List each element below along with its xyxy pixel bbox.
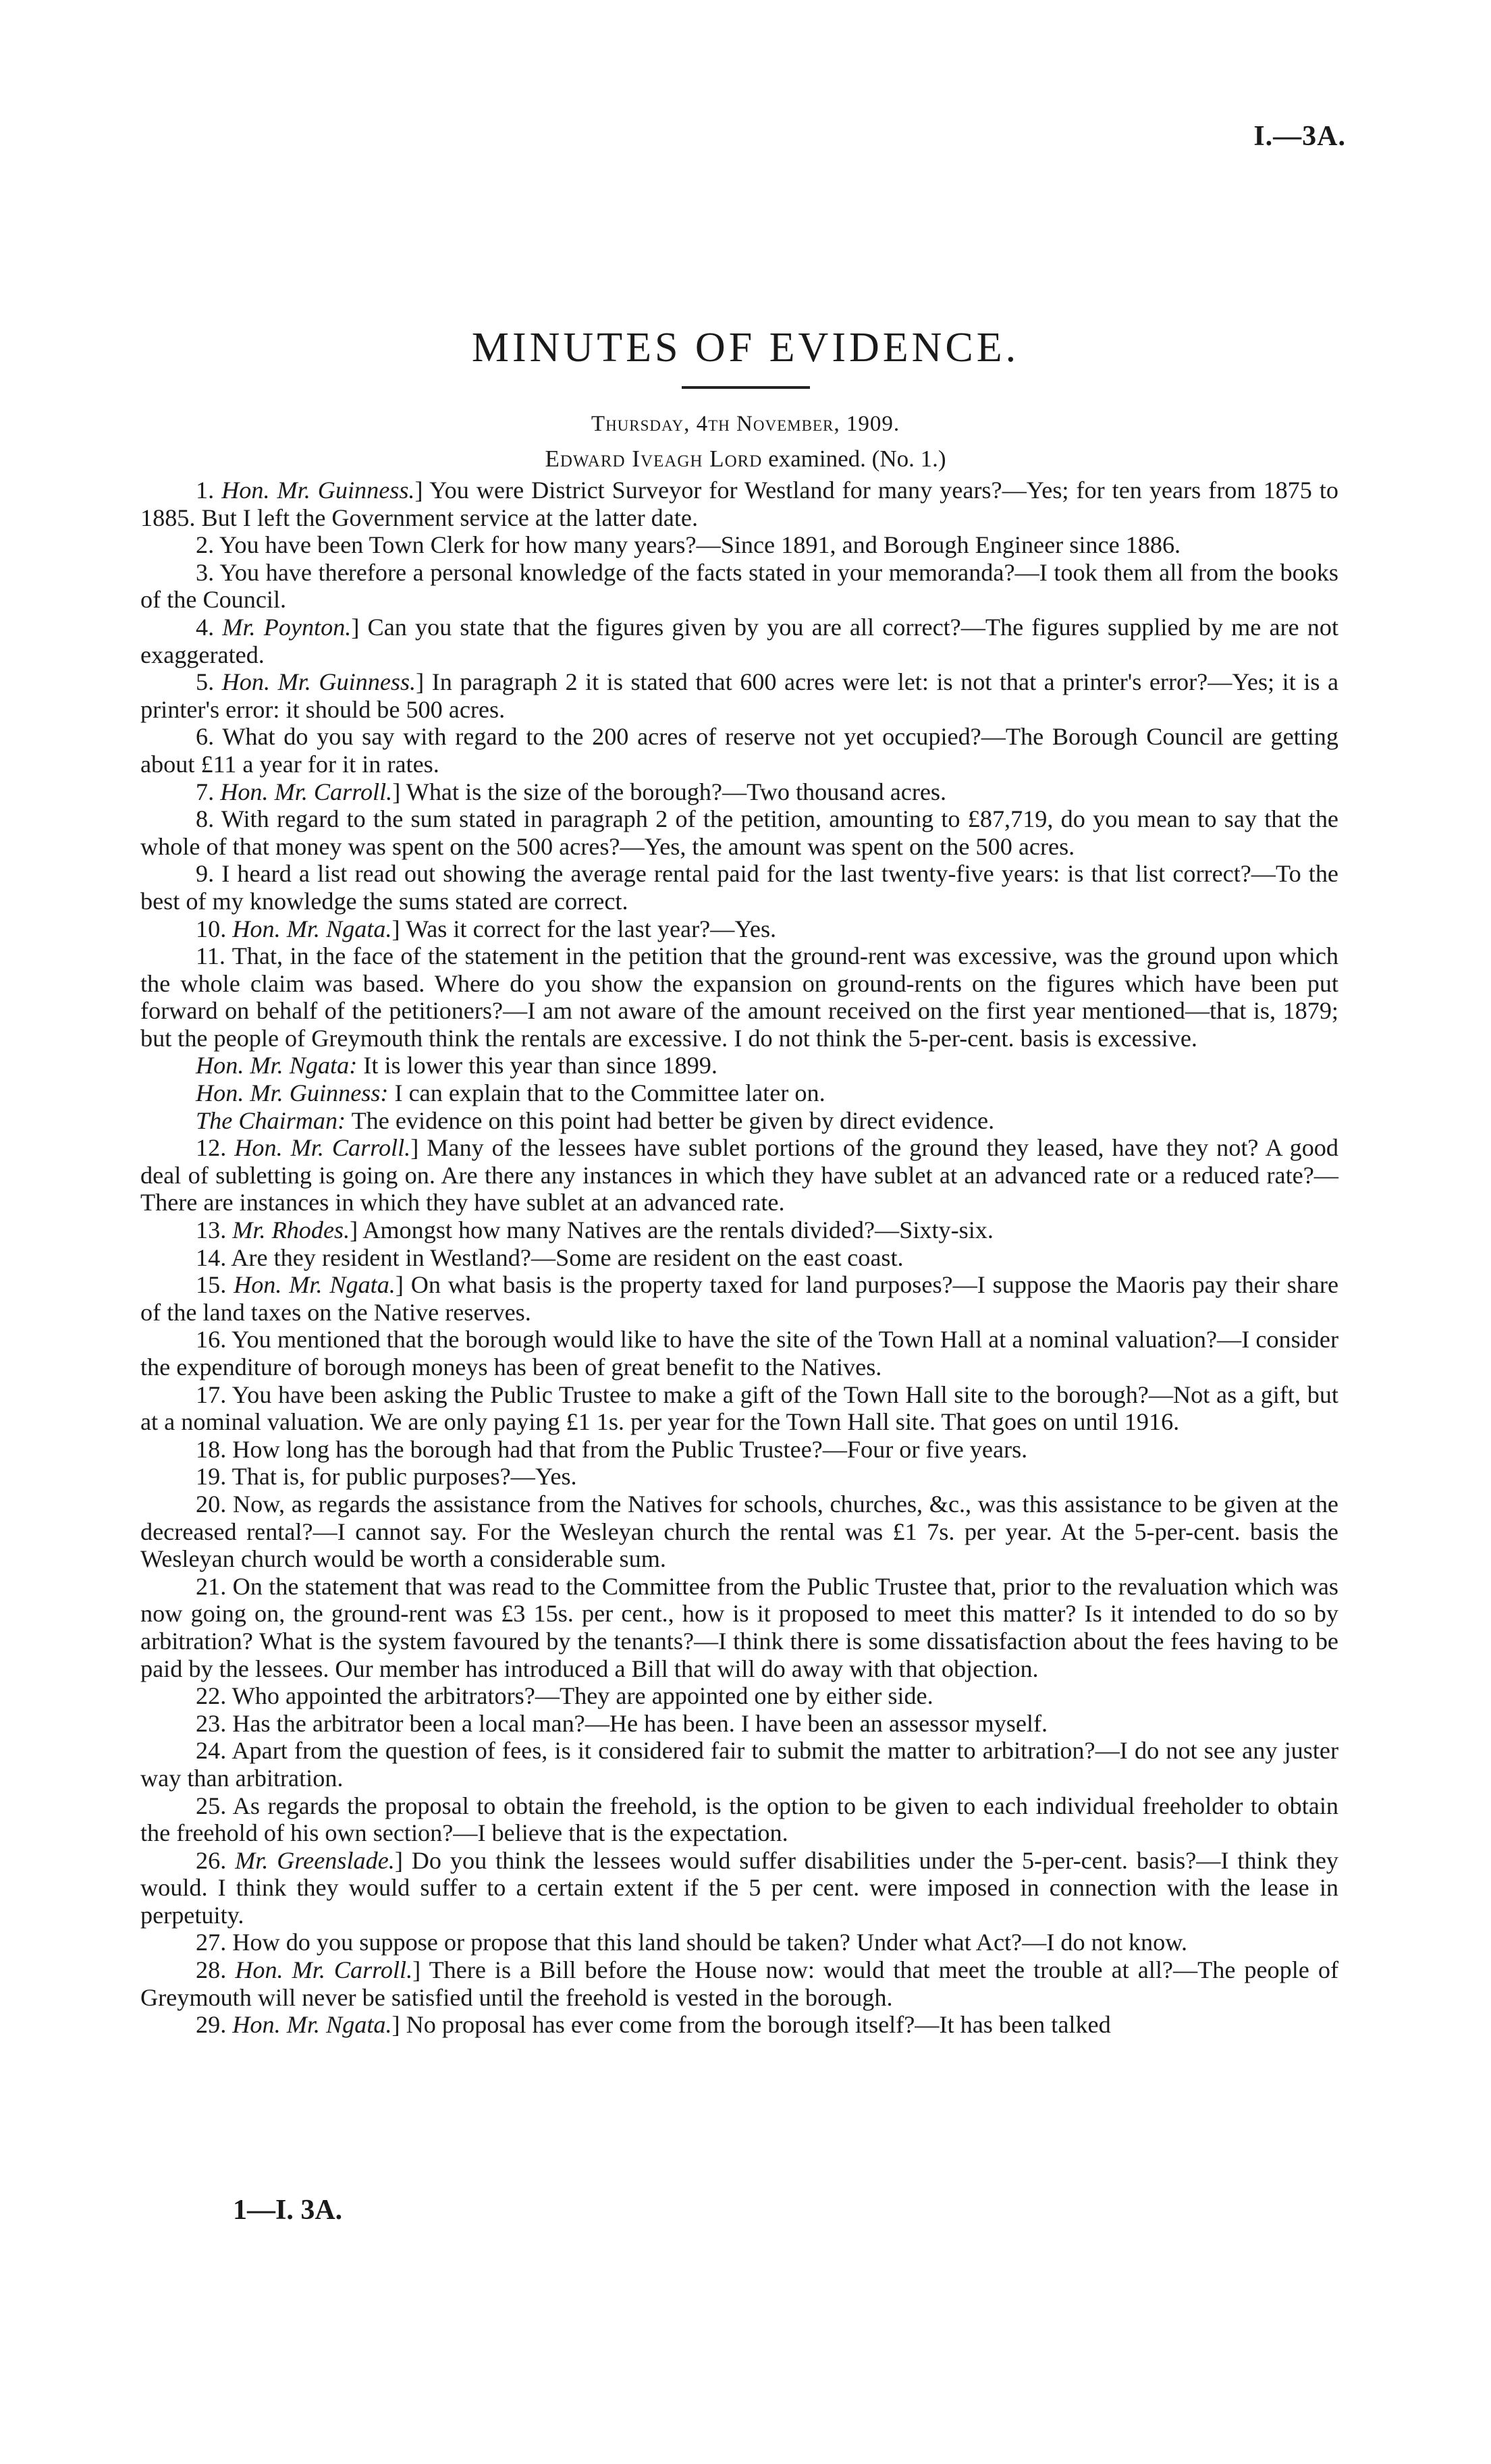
title-divider [682,386,810,389]
paragraph-text: That is, for public purposes?—Yes. [232,1463,577,1491]
evidence-paragraph [140,531,1338,559]
evidence-paragraph [140,1244,1338,1272]
document-title: MINUTES OF EVIDENCE. [471,325,1020,371]
paragraph-text: ] You were District Surveyor for Westland for many years?—Yes; for ten years from 1875 to 1885. But I left the Government service at the latter date. [140,477,1339,531]
paragraph-text: As regards the proposal to obtain the freehold, is the option to be given to each individual freeholder to obtain the freehold of his own section?—I believe that is the expectation. [140,1792,1338,1847]
paragraph-number: 12. [196,1134,235,1162]
witness-name: Edward Iveagh Lord [545,446,763,472]
paragraph-text: ] What is the size of the borough?—Two thousand acres. [392,778,947,805]
paragraph-number: 15. [196,1271,234,1299]
evidence-paragraph [140,1792,1338,1847]
paragraph-text: Are they resident in Westland?—Some are resident on the east coast. [231,1243,904,1271]
paragraph-number: 5. [196,668,222,696]
paragraph-text: Apart from the question of fees, is it considered fair to submit the matter to arbitration?—I do not see any juster way than arbitration. [140,1737,1338,1792]
paragraph-number: 4. [196,613,223,641]
evidence-paragraph [140,860,1338,915]
evidence-paragraph [140,942,1338,1052]
evidence-paragraph [140,1134,1338,1216]
paragraph-number: 19. [196,1463,232,1491]
paragraph-text: Who appointed the arbitrators?—They are appointed one by either side. [232,1682,933,1710]
speaker-name: Hon. Mr. Ngata. [232,915,392,942]
evidence-paragraph [140,614,1338,668]
paragraph-text: What do you say with regard to the 200 acres of reserve not yet occupied?—The Borough Council are getting about £11 a year for it in rates. [140,723,1338,778]
evidence-paragraph [140,1271,1338,1326]
paragraph-text: With regard to the sum stated in paragraph 2 of the petition, amounting to £87,719, do you mean to say that the whole of that money was spent on the 500 acres?—Yes, the amount was spent on the 500 acres. [140,805,1338,860]
speaker-name: Mr. Poynton. [222,613,352,641]
paragraph-text: ] In paragraph 2 it is stated that 600 acres were let: is not that a printer's error?—Yes; it is a printer's error: it should be 500 acres. [140,668,1339,723]
paragraph-number: 2. [196,531,219,559]
evidence-paragraph [140,1463,1338,1491]
paragraph-text: You have therefore a personal knowledge of the facts stated in your memoranda?—I took them all from the books of the Council. [140,558,1338,614]
paragraph-number: 24. [196,1737,232,1765]
page-reference: I.—3A. [1253,121,1346,152]
paragraph-number: 26. [196,1846,236,1874]
evidence-paragraph [140,1573,1338,1682]
evidence-paragraph [140,1847,1338,1929]
paragraph-text: ] Amongst how many Natives are the rentals divided?—Sixty-six. [350,1216,994,1244]
paragraph-number: 22. [196,1682,232,1710]
speaker-name: Hon. Mr. Ngata: [196,1052,358,1079]
evidence-paragraph [140,1107,1338,1135]
paragraph-text: On the statement that was read to the Committee from the Public Trustee that, prior to the revaluation which was now going on, the ground-rent was £3 15s. per cent., how is it proposed to meet this matter? Is it intended to do so by arbitration? What is the system favoured by the tenants?—I think there is some dissatisfaction about the fees having to be paid by the lessees. Our member has introduced a Bill that will do away with that objection. [140,1572,1338,1682]
evidence-paragraph [140,1381,1338,1436]
evidence-paragraph [140,2011,1338,2039]
footer-reference: 1—I. 3A. [233,2195,343,2226]
paragraph-text: It is lower this year than since 1899. [357,1052,717,1079]
date-line: Thursday, 4th November, 1909. [591,412,900,436]
paragraph-text: ] Many of the lessees have sublet portions of the ground they leased, have they not? A good deal of subletting is going on. Are there any instances in which they have sublet at an advanced rate or a reduced rate?—There are instances in which they have sublet at an advanced rate. [140,1134,1338,1216]
paragraph-text: You have been Town Clerk for how many years?—Since 1891, and Borough Engineer since 1886. [219,531,1181,559]
evidence-paragraph [140,1956,1338,2011]
paragraph-text: You mentioned that the borough would like to have the site of the Town Hall at a nominal valuation?—I consider the expenditure of borough moneys has been of great benefit to the Natives. [140,1326,1338,1381]
witness-line [0,446,1491,473]
speaker-name: Hon. Mr. Carroll. [235,1956,413,1984]
paragraph-number: 8. [196,805,221,833]
speaker-name: Hon. Mr. Guinness. [221,668,416,696]
evidence-paragraph [140,1079,1338,1107]
paragraph-text: How do you suppose or propose that this land should be taken? Under what Act?—I do not know. [232,1929,1188,1956]
witness-examined: examined. (No. 1.) [762,446,946,472]
evidence-paragraph [140,559,1338,614]
paragraph-number: 6. [196,723,223,751]
evidence-paragraph [140,477,1338,531]
speaker-name: Hon. Mr. Ngata. [234,1271,396,1299]
paragraph-number: 7. [196,778,221,805]
paragraph-text: ] No proposal has ever come from the borough itself?—It has been talked [391,2011,1111,2039]
paragraph-text: You have been asking the Public Trustee to make a gift of the Town Hall site to the borough?—Not as a gift, but at a nominal valuation. We are only paying £1 1s. per year for the Town Hall site. That goes on until 1916. [140,1381,1338,1436]
paragraph-number: 25. [196,1792,233,1819]
paragraph-number: 9. [196,860,222,888]
paragraph-text: I can explain that to the Committee later on. [388,1079,825,1107]
speaker-name: Hon. Mr. Guinness. [221,477,415,504]
paragraph-number: 21. [196,1572,233,1600]
paragraph-number: 27. [196,1929,233,1956]
evidence-paragraph [140,1436,1338,1464]
evidence-paragraph [140,1710,1338,1738]
evidence-paragraph [140,1216,1338,1244]
paragraph-number: 28. [196,1956,236,1984]
speaker-name: The Chairman: [196,1106,346,1134]
evidence-paragraph [140,723,1338,778]
evidence-paragraph [140,1737,1338,1792]
speaker-name: Mr. Rhodes. [232,1216,350,1244]
paragraph-text: The evidence on this point had better be given by direct evidence. [346,1106,995,1134]
paragraph-number: 20. [196,1490,233,1518]
paragraph-number: 23. [196,1709,233,1737]
speaker-name: Hon. Mr. Guinness: [196,1079,389,1107]
paragraph-text: I heard a list read out showing the average rental paid for the last twenty-five years: is that list correct?—To the best of my knowledge the sums stated are correct. [140,860,1338,915]
evidence-paragraph [140,668,1338,723]
paragraph-number: 10. [196,915,233,942]
evidence-paragraph [140,1929,1338,1956]
paragraph-number: 14. [196,1243,232,1271]
speaker-name: Hon. Mr. Ngata. [232,2011,392,2039]
paragraph-text: ] Was it correct for the last year?—Yes. [391,915,777,942]
evidence-paragraph [140,805,1338,860]
paragraph-number: 16. [196,1326,232,1354]
paragraph-number: 13. [196,1216,233,1244]
speaker-name: Mr. Greenslade. [235,1846,395,1874]
paragraph-text: ] Do you think the lessees would suffer disabilities under the 5-per-cent. basis?—I think they would. I think they would suffer to a certain extent if the 5 per cent. were imposed in connection with the lease in perpetuity. [140,1846,1338,1929]
paragraph-number: 11. [196,942,232,970]
evidence-body [140,477,1338,2039]
evidence-paragraph [140,1682,1338,1710]
paragraph-number: 1. [196,477,222,504]
paragraph-text: That, in the face of the statement in the petition that the ground-rent was excessive, was the ground upon which the whole claim was based. Where do you show the expansion on ground-rents on the figures which have been put forward on behalf of the petitioners?—I am not aware of the amount received on the first year mentioned—that is, 1879; but the people of Greymouth think the rentals are excessive. I do not think the 5-per-cent. basis is excessive. [140,942,1338,1052]
paragraph-number: 18. [196,1435,233,1463]
paragraph-number: 17. [196,1381,232,1408]
evidence-paragraph [140,1052,1338,1079]
paragraph-number: 3. [196,558,220,586]
evidence-paragraph [140,915,1338,943]
paragraph-number: 29. [196,2011,233,2039]
evidence-paragraph [140,1326,1338,1381]
paragraph-text: ] On what basis is the property taxed for land purposes?—I suppose the Maoris pay their share of the land taxes on the Native reserves. [140,1271,1339,1326]
speaker-name: Hon. Mr. Carroll. [234,1134,411,1162]
evidence-paragraph [140,778,1338,806]
paragraph-text: ] Can you state that the figures given by you are all correct?—The figures supplied by me are not exaggerated. [140,613,1339,668]
paragraph-text: ] There is a Bill before the House now: would that meet the trouble at all?—The people of Greymouth will never be satisfied until the freehold is vested in the borough. [140,1956,1339,2011]
paragraph-text: Has the arbitrator been a local man?—He has been. I have been an assessor myself. [232,1709,1048,1737]
speaker-name: Hon. Mr. Carroll. [220,778,393,805]
evidence-paragraph [140,1491,1338,1573]
paragraph-text: Now, as regards the assistance from the Natives for schools, churches, &c., was this assistance to be given at the decreased rental?—I cannot say. For the Wesleyan church the rental was £1 7s. per year. At the 5-per-cent. basis the Wesleyan church would be worth a considerable sum. [140,1490,1338,1573]
paragraph-text: How long has the borough had that from the Public Trustee?—Four or five years. [232,1435,1028,1463]
